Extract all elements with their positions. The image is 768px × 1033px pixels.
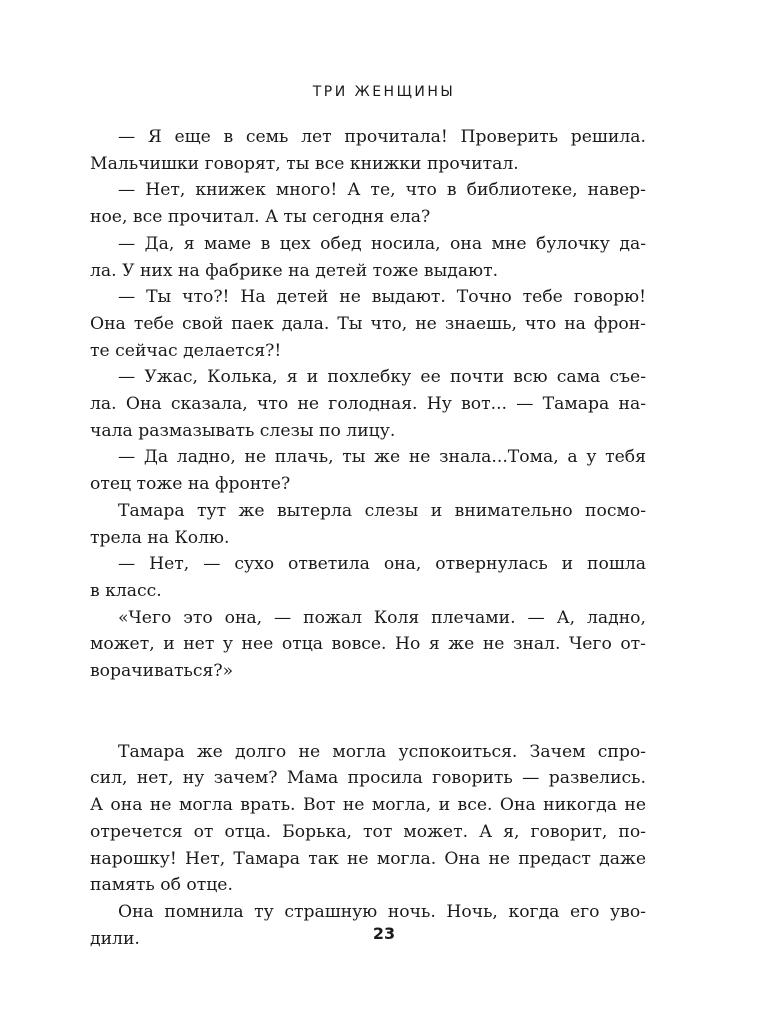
text-line: — Ты что?! На детей не выдают. Точно тебе говорю! — [118, 287, 646, 308]
text-line: отец тоже на фронте? — [90, 474, 291, 495]
text-line: ворачиваться?» — [90, 661, 234, 682]
text-line: отречется от отца. Борька, тот может. А я, говорит, по- — [90, 821, 646, 842]
text-line: нарошку! Нет, Тамара так не могла. Она не предаст даже — [90, 848, 646, 869]
text-line: ное, все прочитал. А ты сегодня ела? — [90, 207, 431, 228]
text-line: Она помнила ту страшную ночь. Ночь, когда его уво- — [118, 901, 646, 922]
text-line: — Я еще в семь лет прочитала! Проверить решила. — [118, 127, 646, 147]
text-line: трела на Колю. — [90, 527, 230, 548]
text-line: ла. Она сказала, что не голодная. Ну вот... — Тамара на- — [90, 394, 646, 415]
running-head: ТРИ ЖЕНЩИНЫ — [312, 84, 456, 100]
section-break — [90, 685, 646, 739]
text-line: А она не могла врать. Вот не могла, и все. Она никогда не — [90, 795, 646, 816]
text-line: дили. — [90, 928, 140, 949]
text-line: чала размазывать слезы по лицу. — [90, 420, 396, 441]
text-line: — Да, я маме в цех обед носила, она мне булочку да- — [118, 233, 646, 254]
text-line: Тамара тут же вытерла слезы и внимательно посмо- — [118, 500, 646, 521]
text-line: Она тебе свой паек дала. Ты что, не знаешь, что на фрон- — [90, 313, 646, 334]
text-line: — Нет, книжек много! А те, что в библиотеке, навер- — [118, 180, 646, 201]
text-line: ла. У них на фабрике на детей тоже выдают. — [90, 260, 499, 281]
body-text — [90, 124, 646, 952]
text-line: Тамара же долго не могла успокоиться. Зачем спро- — [118, 741, 646, 762]
text-line: — Ужас, Колька, я и похлебку ее почти всю сама съе- — [118, 367, 646, 388]
text-line: те сейчас делается?! — [90, 340, 282, 361]
text-line: сил, нет, ну зачем? Мама просила говорить — развелись. — [90, 768, 646, 789]
text-section-dialogue — [90, 124, 646, 685]
text-line: — Нет, — сухо ответила она, отвернулась и пошла — [118, 554, 646, 575]
text-line: в класс. — [90, 580, 162, 601]
text-line: Мальчишки говорят, ты все книжки прочитал. — [90, 153, 519, 174]
text-line: «Чего это она, — пожал Коля плечами. — А, ладно, — [118, 607, 646, 628]
text-line: память об отце. — [90, 875, 233, 896]
text-section-narrative — [90, 739, 646, 953]
page-number: 23 — [372, 924, 396, 943]
text-line: — Да ладно, не плачь, ты же не знала...Тома, а у тебя — [118, 447, 646, 468]
text-line: может, и нет у нее отца вовсе. Но я же не знал. Чего от- — [90, 634, 646, 655]
